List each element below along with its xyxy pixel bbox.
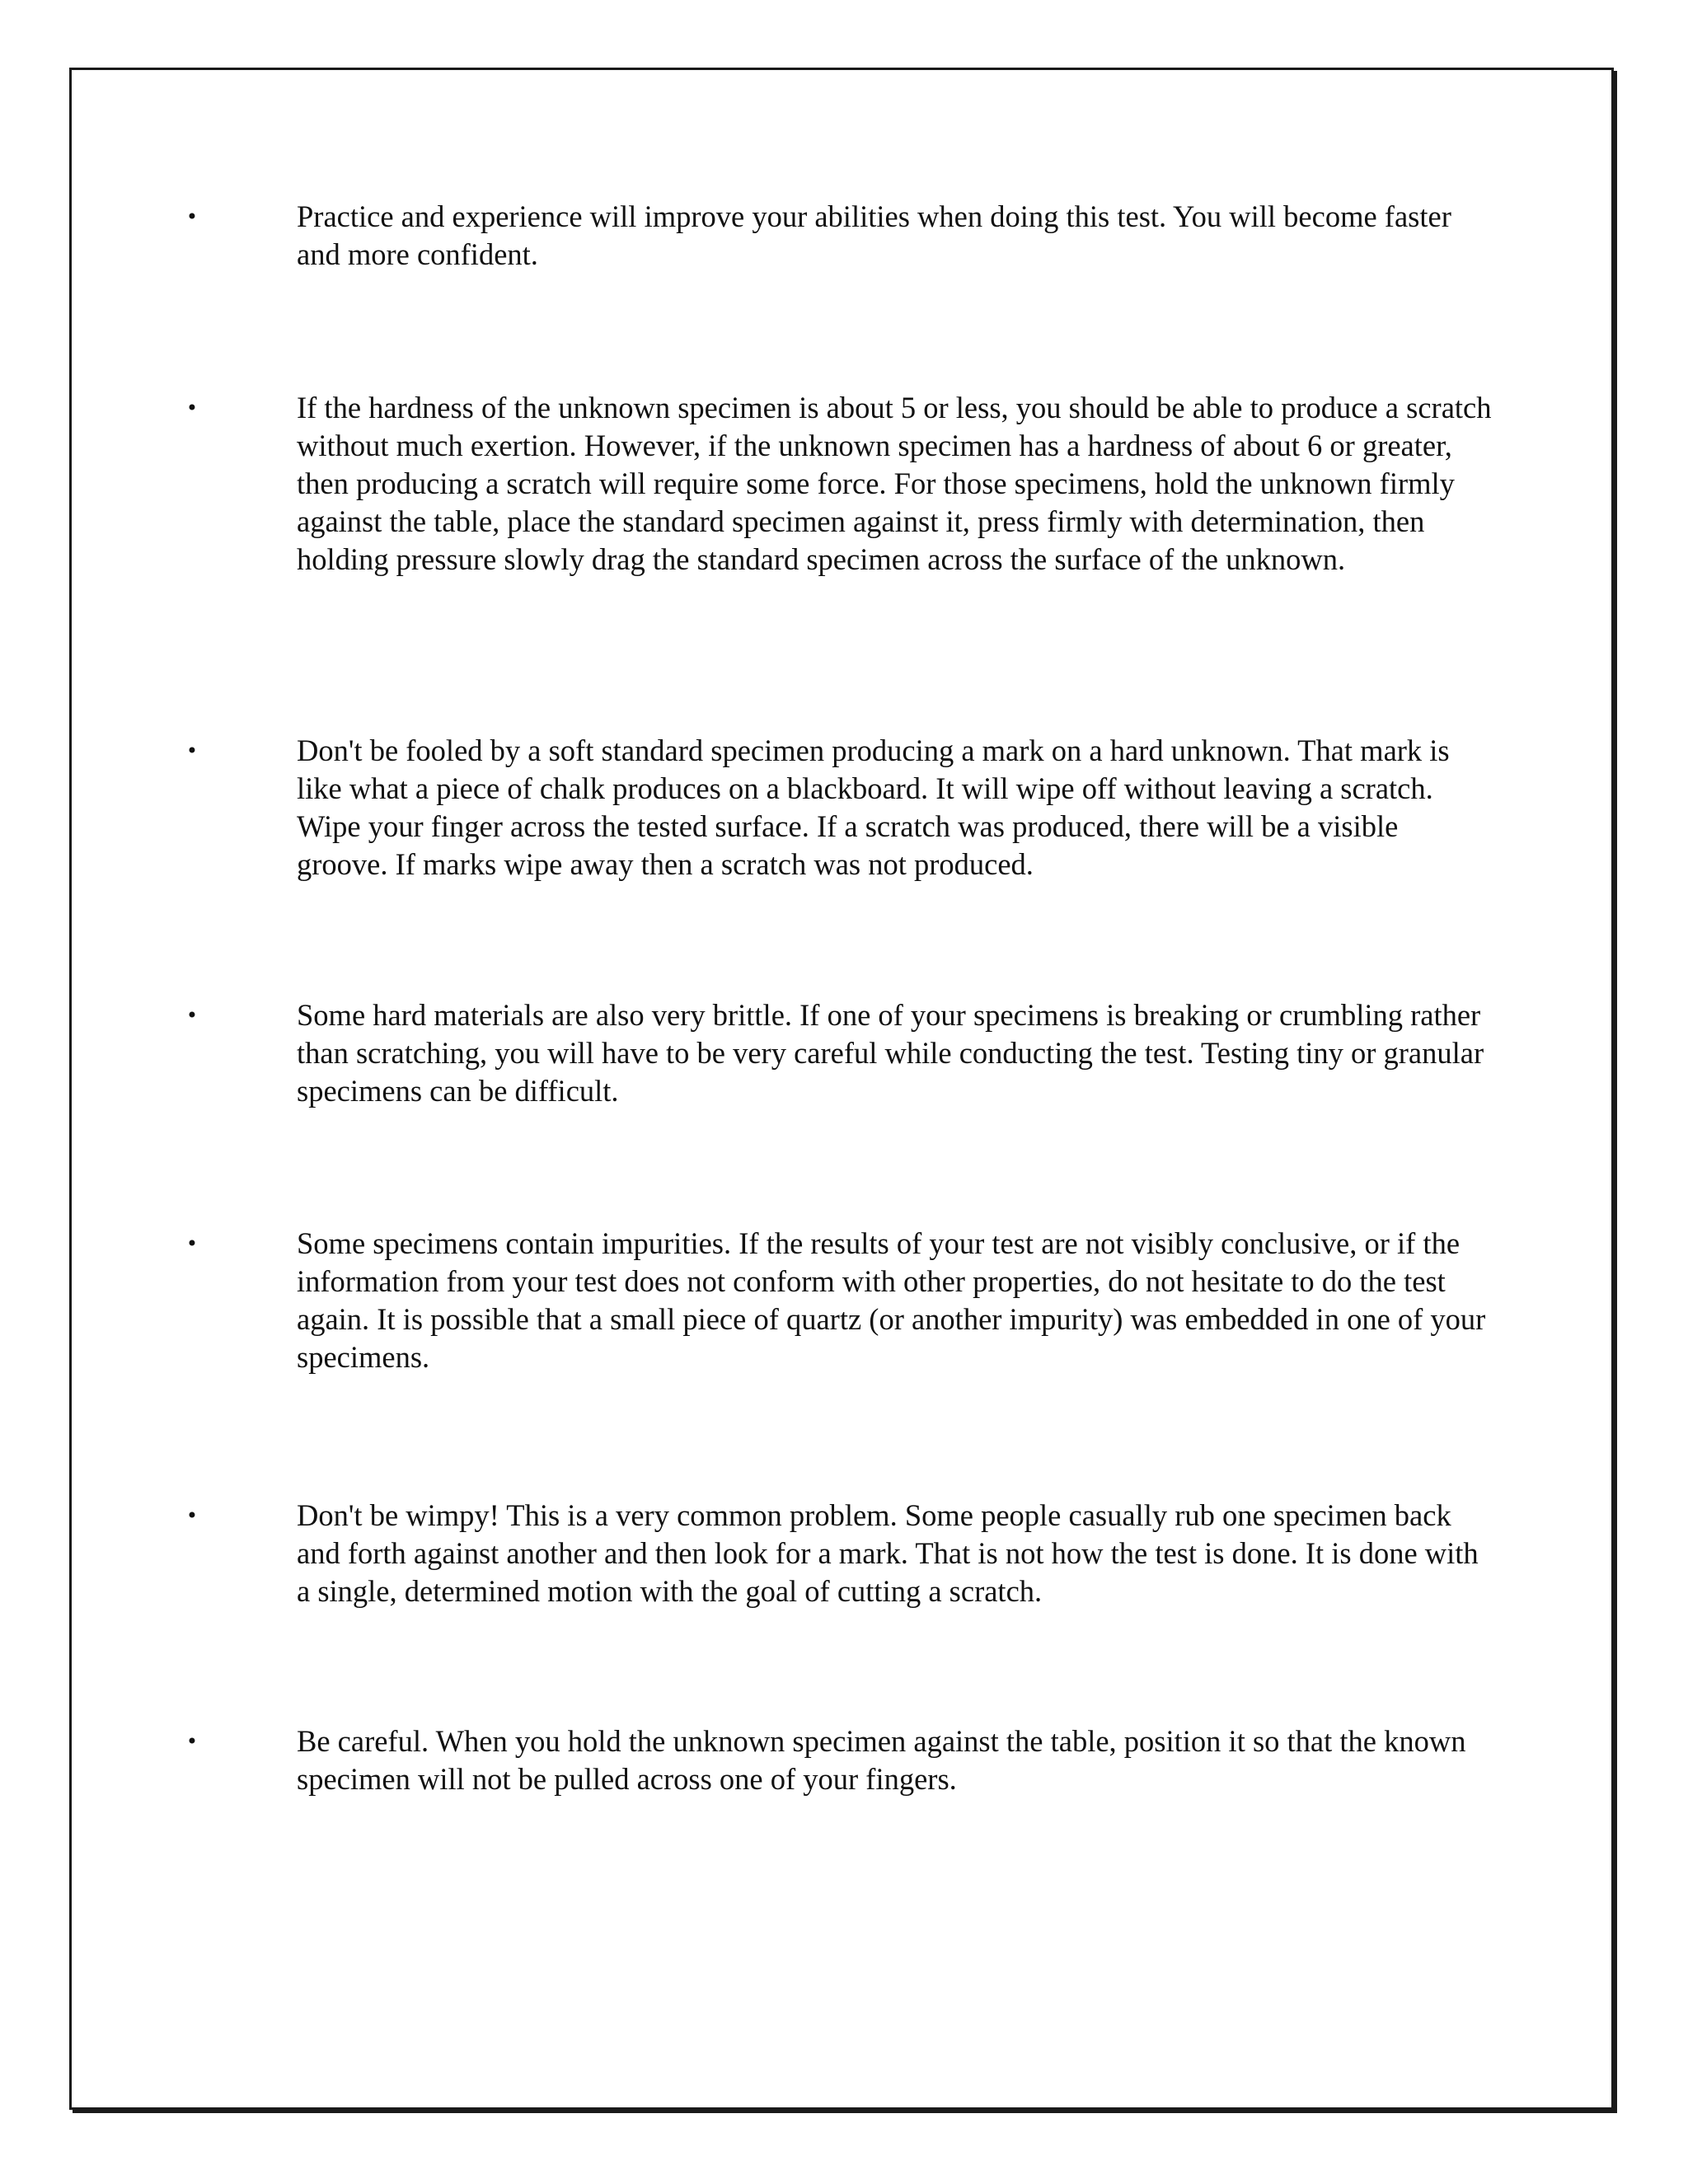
bullet-icon: • [185, 1730, 199, 1753]
list-item [185, 389, 1495, 579]
bullet-icon: • [185, 396, 199, 419]
list-item [185, 732, 1495, 883]
bullet-icon: • [185, 205, 199, 228]
list-item [185, 996, 1495, 1110]
bullet-icon: • [185, 1004, 199, 1027]
bullet-text: Be careful. When you hold the unknown specimen against the table, position it so that the known specimen will not be pulled across one of your fingers. [297, 1724, 1466, 1796]
list-item [185, 198, 1495, 274]
bullet-icon: • [185, 1504, 199, 1527]
bullet-text: Don't be wimpy! This is a very common problem. Some people casually rub one specimen back and forth against another and then look for a mark. That is not how the test is done. It is done with a single, determined motion with the goal of cutting a scratch. [297, 1498, 1479, 1608]
list-item [185, 1722, 1495, 1798]
bullet-text: If the hardness of the unknown specimen is about 5 or less, you should be able to produce a scratch without much exertion. However, if the unknown specimen has a hardness of about 6 or greater, then producing a scratch will require some force. For those specimens, hold the unknown firmly against the table, place the standard specimen against it, press firmly with determination, then holding pressure slowly drag the standard specimen across the surface of the unknown. [297, 391, 1492, 576]
list-item [185, 1225, 1495, 1376]
bullet-text: Some hard materials are also very brittle. If one of your specimens is breaking or crumbling rather than scratching, you will have to be very careful while conducting the test. Testing tiny or granular specimens can be difficult. [297, 998, 1484, 1108]
list-item [185, 1497, 1495, 1610]
bullet-icon: • [185, 739, 199, 762]
bullet-icon: • [185, 1232, 199, 1255]
bullet-text: Don't be fooled by a soft standard specimen producing a mark on a hard unknown. That mark is like what a piece of chalk produces on a blackboard. It will wipe off without leaving a scratch. Wipe your finger across the tested surface. If a scratch was produced, there will be a visible groove. If marks wipe away then a scratch was not produced. [297, 733, 1450, 881]
bullet-text: Some specimens contain impurities. If the results of your test are not visibly conclusive, or if the information from your test does not conform with other properties, do not hesitate to do the test again. It is possible that a small piece of quartz (or another impurity) was embedded in one of your specimens. [297, 1226, 1486, 1374]
bullet-text: Practice and experience will improve your abilities when doing this test. You will become faster and more confident. [297, 199, 1451, 271]
